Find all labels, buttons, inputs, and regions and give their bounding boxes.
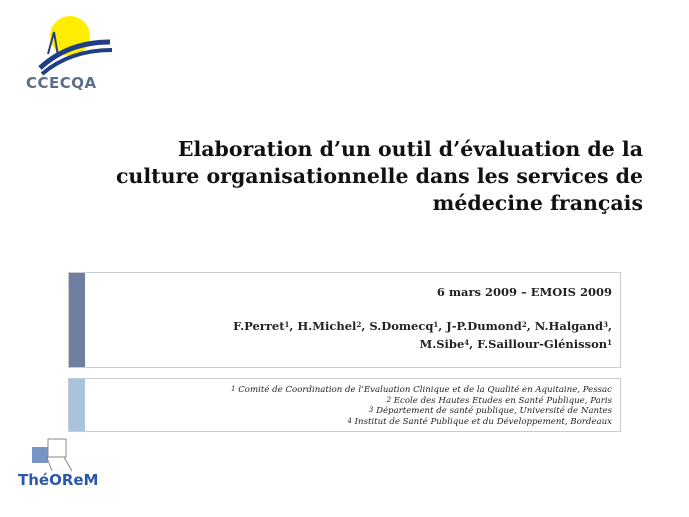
- affiliation-item: [92, 396, 612, 407]
- author-name: F.Saillour-Glénisson: [477, 337, 608, 351]
- author-affil-number: 2: [356, 320, 362, 329]
- cecqa-logo-text: CCECQA: [26, 74, 97, 92]
- theorem-logo: [16, 437, 120, 497]
- author-name: J-P.Dumond: [446, 319, 522, 333]
- affiliation-item: [92, 417, 612, 428]
- author-name: N.Halgand: [534, 319, 604, 333]
- affiliation-number: 1: [231, 385, 236, 393]
- affiliation-number: 2: [386, 395, 392, 404]
- author-name: F.Perret: [233, 319, 285, 333]
- affiliations-box: [68, 378, 621, 432]
- author-affil-number: 1: [607, 338, 612, 347]
- theorem-logo-icon: [16, 437, 120, 473]
- event-date: 6 mars 2009 – EMOIS 2009: [436, 285, 612, 299]
- cecqa-logo: [18, 12, 118, 92]
- author-name: M.Sibe: [419, 337, 465, 351]
- affiliation-item: [92, 385, 612, 396]
- accent-bar-light: [69, 379, 85, 431]
- authors-list: [112, 317, 612, 353]
- accent-bar-dark: [69, 273, 85, 367]
- affiliation-number: 4: [347, 416, 352, 425]
- affiliation-text: Comité de Coordination de l’Evaluation Clinique et de la Qualité en Aquitaine, Pessac: [238, 385, 612, 395]
- affiliation-text: Département de santé publique, Université de Nantes: [376, 406, 612, 416]
- author-name: H.Michel: [297, 319, 357, 333]
- theorem-logo-text: ThéOReM: [18, 471, 99, 489]
- affiliation-text: Institut de Santé Publique et du Développement, Bordeaux: [354, 416, 612, 427]
- event-authors-box: [68, 272, 621, 368]
- presentation-title: [43, 136, 643, 217]
- author-affil-number: 2: [521, 320, 527, 329]
- affiliation-number: 3: [368, 406, 374, 414]
- affiliation-item: [92, 406, 612, 417]
- author-affil-number: 1: [284, 320, 290, 329]
- affiliation-text: Ecole des Hautes Etudes en Santé Publique, Paris: [393, 395, 612, 406]
- title-line-1: Elaboration d’un outil d’évaluation de la: [177, 137, 643, 161]
- title-line-3: médecine français: [432, 191, 643, 215]
- author-affil-number: 3: [603, 320, 608, 329]
- authors-line-2: M.Sibe$^4$, F.Saillour-Glénisson$^1$: [419, 337, 612, 351]
- cecqa-logo-icon: [18, 12, 118, 78]
- author-name: S.Domecq: [369, 319, 434, 333]
- author-affil-number: 1: [433, 320, 439, 329]
- authors-line-1: F.Perret$^1$, H.Michel$^2$, S.Domecq$^1$, J-P.Dumond$^2$, N.Halgand$^3$,: [233, 319, 612, 333]
- author-affil-number: 4: [464, 338, 470, 347]
- title-line-2: culture organisationnelle dans les services de: [115, 164, 643, 188]
- affiliations-list: [92, 385, 612, 427]
